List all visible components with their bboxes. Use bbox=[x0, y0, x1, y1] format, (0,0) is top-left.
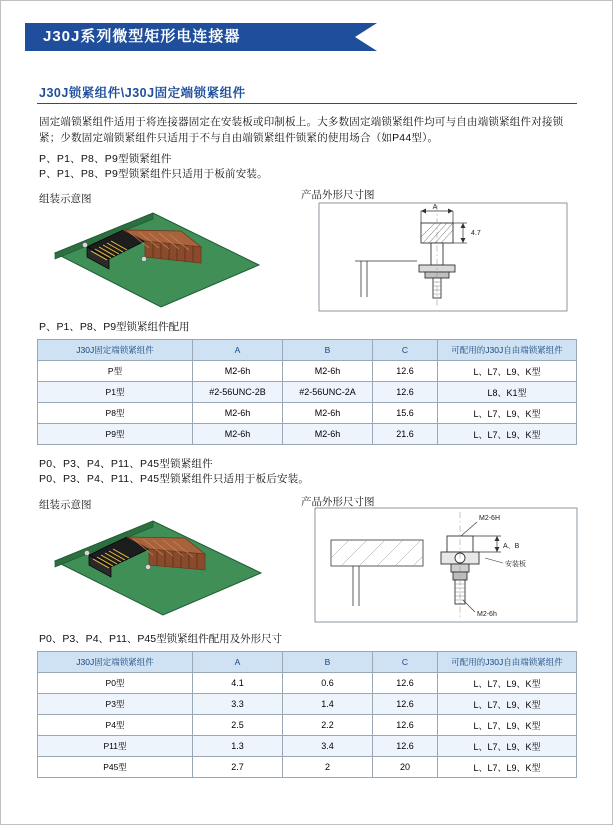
table2-r4-c1: 2.7 bbox=[193, 757, 283, 778]
block1-outline-caption: 产品外形尺寸图 bbox=[301, 189, 375, 201]
table-row bbox=[38, 673, 577, 694]
assembly-diagram-2 bbox=[49, 513, 279, 621]
table2-col-3: C bbox=[373, 652, 438, 673]
table2-r3-c3: 12.6 bbox=[373, 736, 438, 757]
table1-col-3: C bbox=[373, 340, 438, 361]
table2-r1-c2: 1.4 bbox=[283, 694, 373, 715]
table1-r1-c1: #2-56UNC-2B bbox=[193, 382, 283, 403]
table1-r0-c1: M2-6h bbox=[193, 361, 283, 382]
outline1-dim-a: A bbox=[432, 204, 438, 211]
table1-r1-c0: P1型 bbox=[38, 382, 193, 403]
block2-outline-caption: 产品外形尺寸图 bbox=[301, 496, 375, 508]
outline2-dim-ab: A、B bbox=[503, 543, 520, 550]
table1-r1-c4: L8、K1型 bbox=[438, 382, 577, 403]
block1-line1: P、P1、P8、P9型锁紧组件 bbox=[39, 153, 172, 165]
table1-r3-c1: M2-6h bbox=[193, 424, 283, 445]
table1-r0-c2: M2-6h bbox=[283, 361, 373, 382]
table2-r2-c1: 2.5 bbox=[193, 715, 283, 736]
spec-table-2 bbox=[37, 651, 577, 778]
table2-col-4: 可配用的J30J自由端锁紧组件 bbox=[438, 652, 577, 673]
table2-col-1: A bbox=[193, 652, 283, 673]
outline-drawing-2 bbox=[301, 506, 581, 624]
table-row bbox=[38, 424, 577, 445]
outline2-label-m26h-bottom: M2-6h bbox=[477, 611, 497, 618]
outline-drawing-1 bbox=[301, 201, 571, 311]
section-title: J30J锁紧组件\J30J固定端锁紧组件 bbox=[39, 86, 246, 100]
table2-r3-c2: 3.4 bbox=[283, 736, 373, 757]
table1-col-4: 可配用的J30J自由端锁紧组件 bbox=[438, 340, 577, 361]
block1-usage-caption: P、P1、P8、P9型锁紧组件配用 bbox=[39, 321, 190, 333]
table2-r2-c0: P4型 bbox=[38, 715, 193, 736]
table2-r1-c3: 12.6 bbox=[373, 694, 438, 715]
table1-r0-c4: L、L7、L9、K型 bbox=[438, 361, 577, 382]
table2-r2-c3: 12.6 bbox=[373, 715, 438, 736]
table2-r2-c2: 2.2 bbox=[283, 715, 373, 736]
table1-r2-c0: P8型 bbox=[38, 403, 193, 424]
table-row bbox=[38, 403, 577, 424]
outline2-label-plate: 安装板 bbox=[505, 561, 526, 568]
table2-col-2: B bbox=[283, 652, 373, 673]
intro-paragraph: 固定端锁紧组件适用于将连接器固定在安装板或印制板上。大多数固定端锁紧组件均可与自由端锁紧组件对接锁紧；少数固定端锁紧组件只适用于不与自由端锁紧组件锁紧的使用场合（如P44型）。 bbox=[39, 116, 564, 144]
table1-col-0: J30J固定端锁紧组件 bbox=[38, 340, 193, 361]
table-row bbox=[38, 715, 577, 736]
outline1-dim-47: 4.7 bbox=[471, 230, 481, 237]
page-header bbox=[25, 23, 395, 51]
table1-r3-c4: L、L7、L9、K型 bbox=[438, 424, 577, 445]
table2-r0-c2: 0.6 bbox=[283, 673, 373, 694]
table1-r3-c2: M2-6h bbox=[283, 424, 373, 445]
table1-r3-c0: P9型 bbox=[38, 424, 193, 445]
table-row bbox=[38, 694, 577, 715]
table2-header-row bbox=[38, 652, 577, 673]
table2-r4-c2: 2 bbox=[283, 757, 373, 778]
block1-assembly-caption: 组装示意图 bbox=[39, 193, 92, 205]
outline2-label-m26h-top: M2-6H bbox=[479, 515, 501, 522]
table2-r2-c4: L、L7、L9、K型 bbox=[438, 715, 577, 736]
table2-r3-c1: 1.3 bbox=[193, 736, 283, 757]
table1-col-1: A bbox=[193, 340, 283, 361]
table2-col-0: J30J固定端锁紧组件 bbox=[38, 652, 193, 673]
table1-r1-c2: #2-56UNC-2A bbox=[283, 382, 373, 403]
block1-line2: P、P1、P8、P9型锁紧组件只适用于板前安装。 bbox=[39, 168, 268, 180]
table-row bbox=[38, 757, 577, 778]
table2-r1-c4: L、L7、L9、K型 bbox=[438, 694, 577, 715]
table2-r3-c4: L、L7、L9、K型 bbox=[438, 736, 577, 757]
block2-assembly-caption: 组装示意图 bbox=[39, 499, 92, 511]
table-row bbox=[38, 736, 577, 757]
table1-r2-c1: M2-6h bbox=[193, 403, 283, 424]
header-banner-arrow bbox=[355, 23, 377, 51]
table1-r2-c2: M2-6h bbox=[283, 403, 373, 424]
spec-table-1 bbox=[37, 339, 577, 445]
table2-r4-c0: P45型 bbox=[38, 757, 193, 778]
assembly-diagram-1 bbox=[49, 207, 279, 312]
table1-r1-c3: 12.6 bbox=[373, 382, 438, 403]
table2-r3-c0: P11型 bbox=[38, 736, 193, 757]
table1-r0-c0: P型 bbox=[38, 361, 193, 382]
table2-r1-c1: 3.3 bbox=[193, 694, 283, 715]
table-row bbox=[38, 361, 577, 382]
block2-line2: P0、P3、P4、P11、P45型锁紧组件只适用于板后安装。 bbox=[39, 473, 310, 485]
table2-r0-c4: L、L7、L9、K型 bbox=[438, 673, 577, 694]
table1-r0-c3: 12.6 bbox=[373, 361, 438, 382]
section-divider bbox=[37, 103, 577, 104]
table2-r0-c1: 4.1 bbox=[193, 673, 283, 694]
table1-r2-c3: 15.6 bbox=[373, 403, 438, 424]
table2-r0-c3: 12.6 bbox=[373, 673, 438, 694]
block2-usage-caption: P0、P3、P4、P11、P45型锁紧组件配用及外形尺寸 bbox=[39, 633, 283, 645]
page-title: J30J系列微型矩形电连接器 bbox=[43, 28, 241, 45]
block2-line1: P0、P3、P4、P11、P45型锁紧组件 bbox=[39, 458, 213, 470]
table-row bbox=[38, 382, 577, 403]
table1-header-row bbox=[38, 340, 577, 361]
table1-r2-c4: L、L7、L9、K型 bbox=[438, 403, 577, 424]
table1-r3-c3: 21.6 bbox=[373, 424, 438, 445]
table1-col-2: B bbox=[283, 340, 373, 361]
table2-r4-c3: 20 bbox=[373, 757, 438, 778]
table2-r4-c4: L、L7、L9、K型 bbox=[438, 757, 577, 778]
table2-r0-c0: P0型 bbox=[38, 673, 193, 694]
table2-r1-c0: P3型 bbox=[38, 694, 193, 715]
